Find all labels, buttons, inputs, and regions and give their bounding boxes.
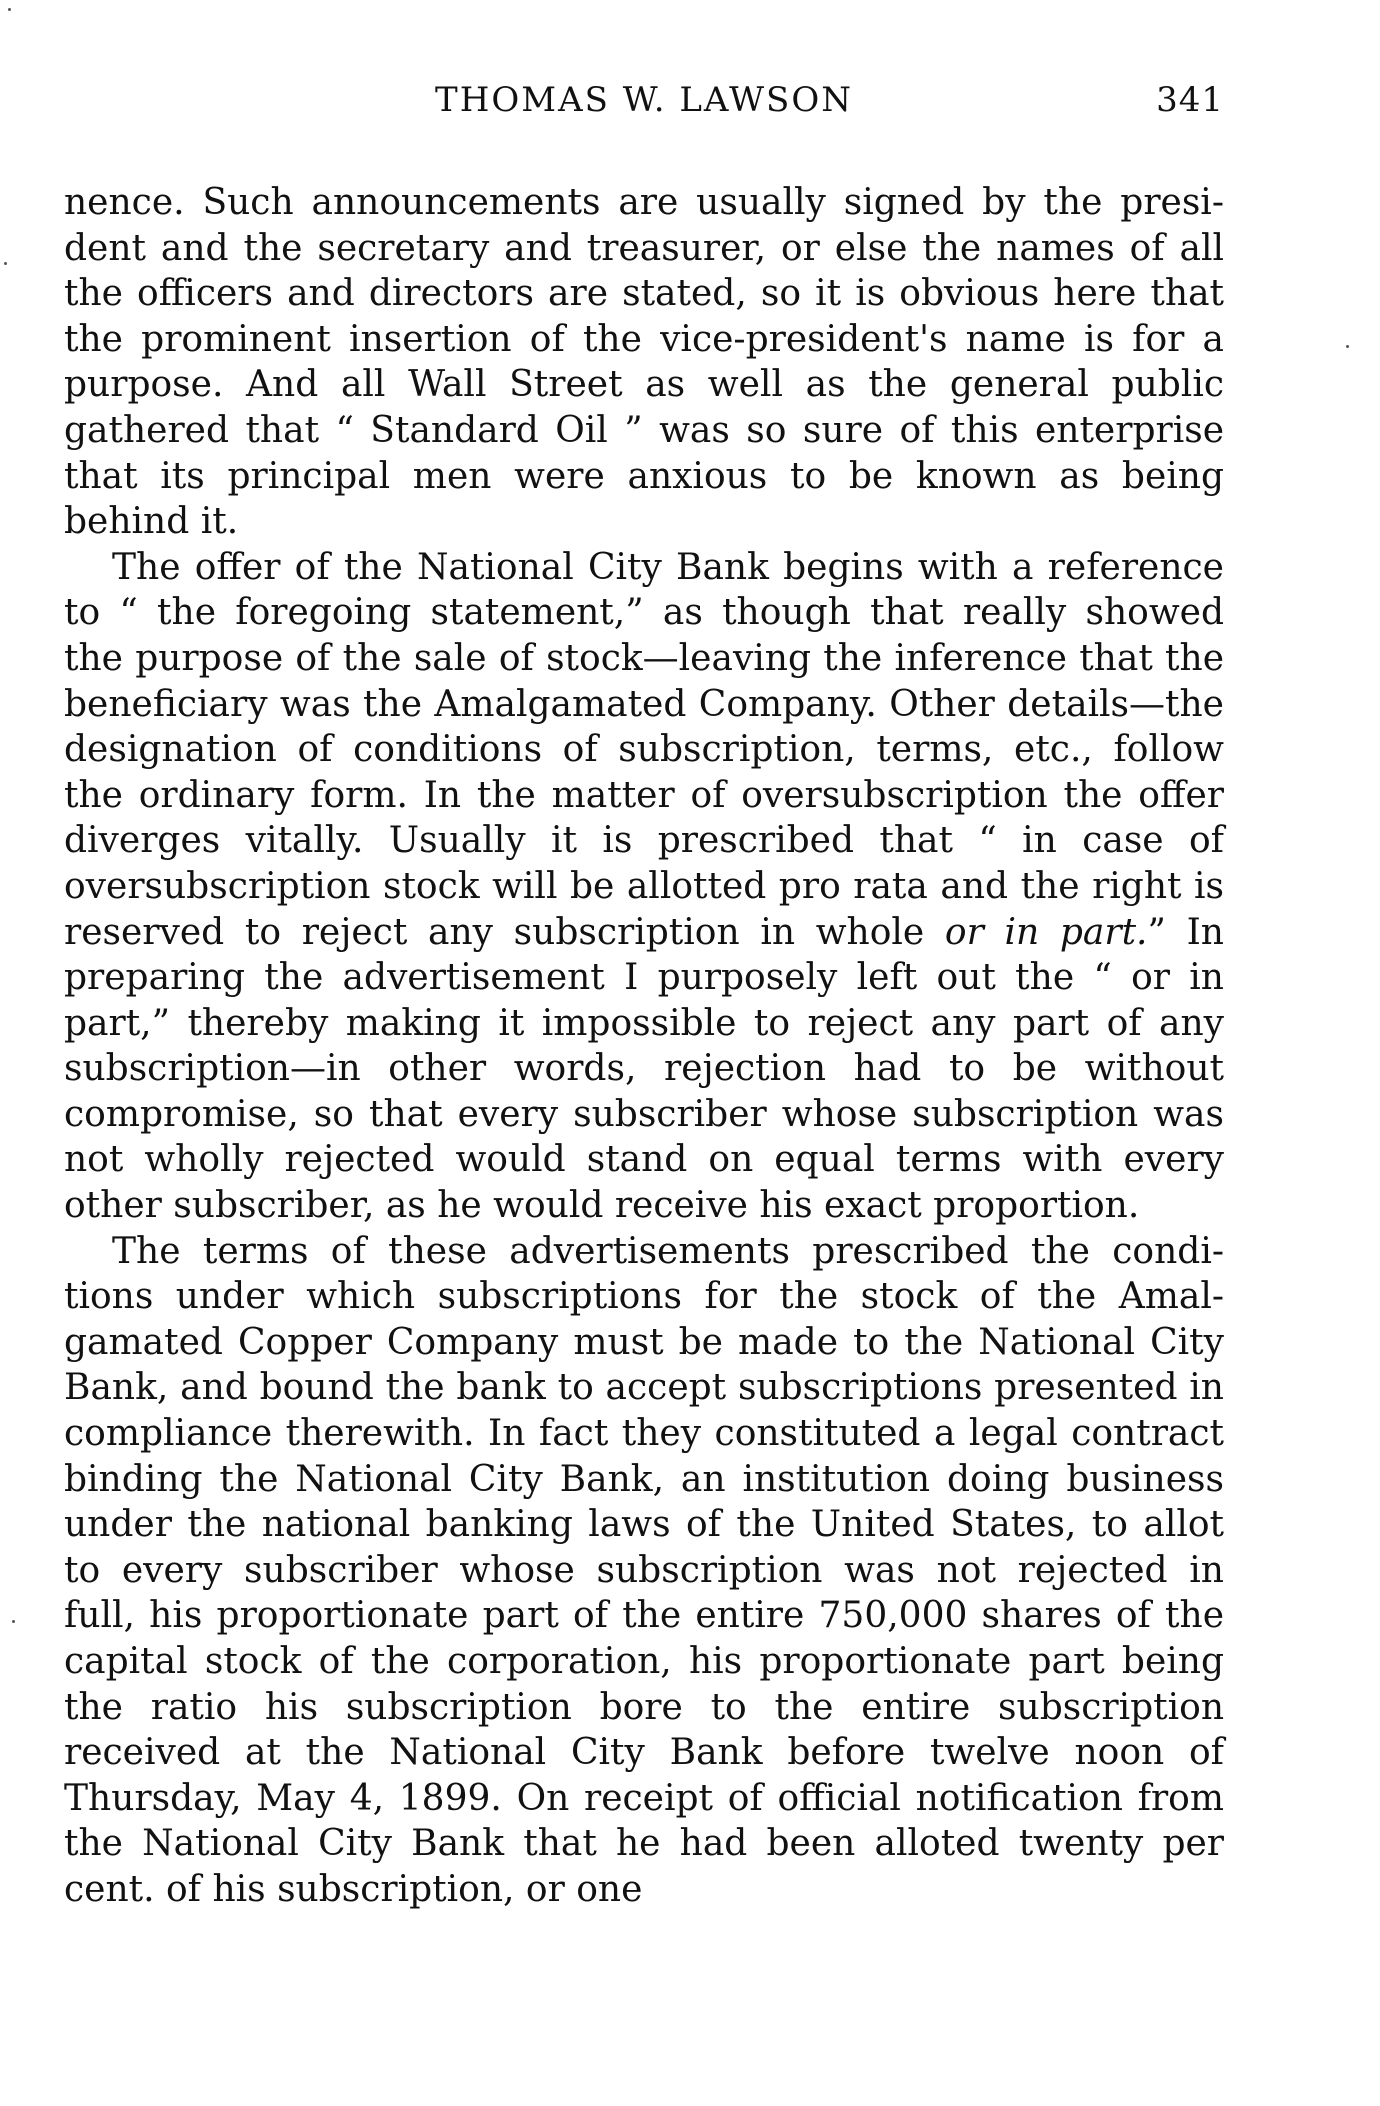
- book-page: [64, 80, 1224, 1913]
- paragraph-offer-text: The offer of the National City Bank begins with a reference to “ the foregoing statement,” as though that really showed the purpose of the sale of stock—leaving the inference that the beneficiary was the Amalgamated Company. Other details—the designation of conditions of subscription, terms, etc., follow the ordinary form. In the matter of oversubscription the offer diverges vitally. Usually it is prescribed that “ in case of oversubscription stock will be allotted pro rata and the right is reserved to reject any subscription in whole: [64, 546, 1224, 953]
- paragraph-terms: The terms of these advertisements prescribed the conditions under which subscriptions for the stock of the Amalgamated Copper Company must be made to the National City Bank, and bound the bank to accept subscriptions presented in compliance therewith. In fact they constituted a legal contract binding the National City Bank, an institution doing business under the national banking laws of the United States, to allot to every subscriber whose subscription was not rejected in full, his proportionate part of the entire 750,000 shares of the capital stock of the corporation, his proportionate part being the ratio his subscription bore to the entire subscription received at the National City Bank before twelve noon of Thursday, May 4, 1899. On receipt of official notification from the National City Bank that he had been alloted twenty per cent. of his subscription, or one: [64, 1230, 1224, 1910]
- body-text: [64, 180, 1224, 1913]
- paragraph-continued: nence. Such announcements are usually signed by the president and the secretary and treasurer, or else the names of all the officers and directors are stated, so it is obvious here that the prominent insertion of the vice-president's name is for a purpose. And all Wall Street as well as the general public gathered that “ Standard Oil ” was so sure of this enterprise that its principal men were anxious to be known as being behind it.: [64, 182, 1224, 543]
- paragraph-offer-text-continued: ” In preparing the advertisement I purposely left out the “ or in part,” thereby making it impossible to reject any part of any subscription—in other words, rejection had to be without compromise, so that every subscriber whose subscription was not wholly rejected would stand on equal terms with every other subscriber, as he would receive his exact proportion.: [64, 911, 1224, 1227]
- print-speck: [8, 8, 11, 11]
- running-head: [64, 80, 1224, 140]
- print-speck: [1346, 345, 1349, 348]
- print-speck: [12, 1620, 15, 1623]
- running-title: THOMAS W. LAWSON: [435, 80, 853, 120]
- print-speck: [4, 262, 7, 265]
- emphasis-or-in-part: or in part.: [944, 911, 1148, 953]
- page-number: 341: [1156, 80, 1224, 120]
- paragraph-offer: [64, 545, 1224, 1229]
